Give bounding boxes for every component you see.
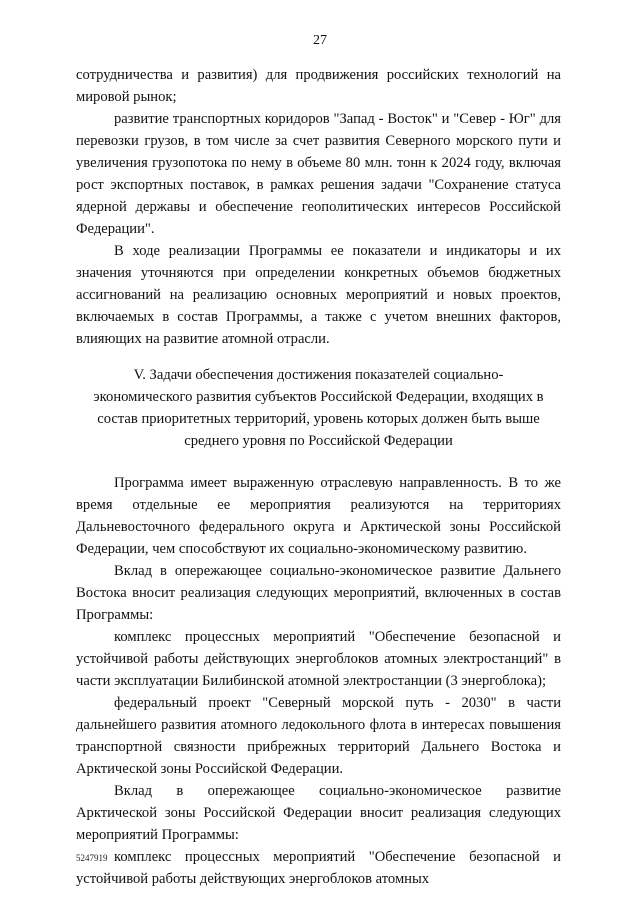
document-code: 5247919 xyxy=(76,853,108,863)
paragraph: Вклад в опережающее социально-экономическое развитие Арктической зоны Российской Федерации вносит реализация следующих мероприятий Программы: xyxy=(76,783,561,843)
paragraph: В ходе реализации Программы ее показатели и индикаторы и их значения уточняются при определении конкретных объемов бюджетных ассигнований на реализацию основных мероприятий и новых проектов, включаемых в состав Программы, а также с учетом внешних факторов, влияющих на развитие атомной отрасли. xyxy=(76,243,561,347)
paragraph: Программа имеет выраженную отраслевую направленность. В то же время отдельные ее мероприятия реализуются на территориях Дальневосточного федерального округа и Арктической зоны Российской Федерации, чем способствуют их социально-экономическому развитию. xyxy=(76,475,561,557)
page-number: 27 xyxy=(313,33,327,48)
paragraph: сотрудничества и развития) для продвижения российских технологий на мировой рынок; xyxy=(76,67,561,105)
paragraph: комплекс процессных мероприятий "Обеспечение безопасной и устойчивой работы действующих энергоблоков атомных электростанций" в части эксплуатации Билибинской атомной электростанции (3 энергоблока); xyxy=(76,629,561,689)
document-body xyxy=(76,64,561,890)
paragraph: развитие транспортных коридоров "Запад - Восток" и "Север - Юг" для перевозки грузов, в том числе за счет развития Северного морского пути и увеличения грузопотока по нему в объеме 80 млн. тонн к 2024 году, включая рост экспортных поставок, в рамках решения задачи "Сохранение статуса ядерной державы и обеспечение геополитических интересов Российской Федерации". xyxy=(76,111,561,237)
paragraph: комплекс процессных мероприятий "Обеспечение безопасной и устойчивой работы действующих энергоблоков атомных xyxy=(76,849,561,887)
paragraph: Вклад в опережающее социально-экономическое развитие Дальнего Востока вносит реализация следующих мероприятий, включенных в состав Программы: xyxy=(76,563,561,623)
paragraph: федеральный проект "Северный морской путь - 2030" в части дальнейшего развития атомного ледокольного флота в интересах повышения транспортной связности прибрежных территорий Дальнего Востока и Арктической зоны Российской Федерации. xyxy=(76,695,561,777)
section-heading: V. Задачи обеспечения достижения показателей социально-экономического развития субъектов Российской Федерации, входящих в состав приоритетных территорий, уровень которых должен быть выше среднего уровня по Российской Федерации xyxy=(93,367,544,449)
